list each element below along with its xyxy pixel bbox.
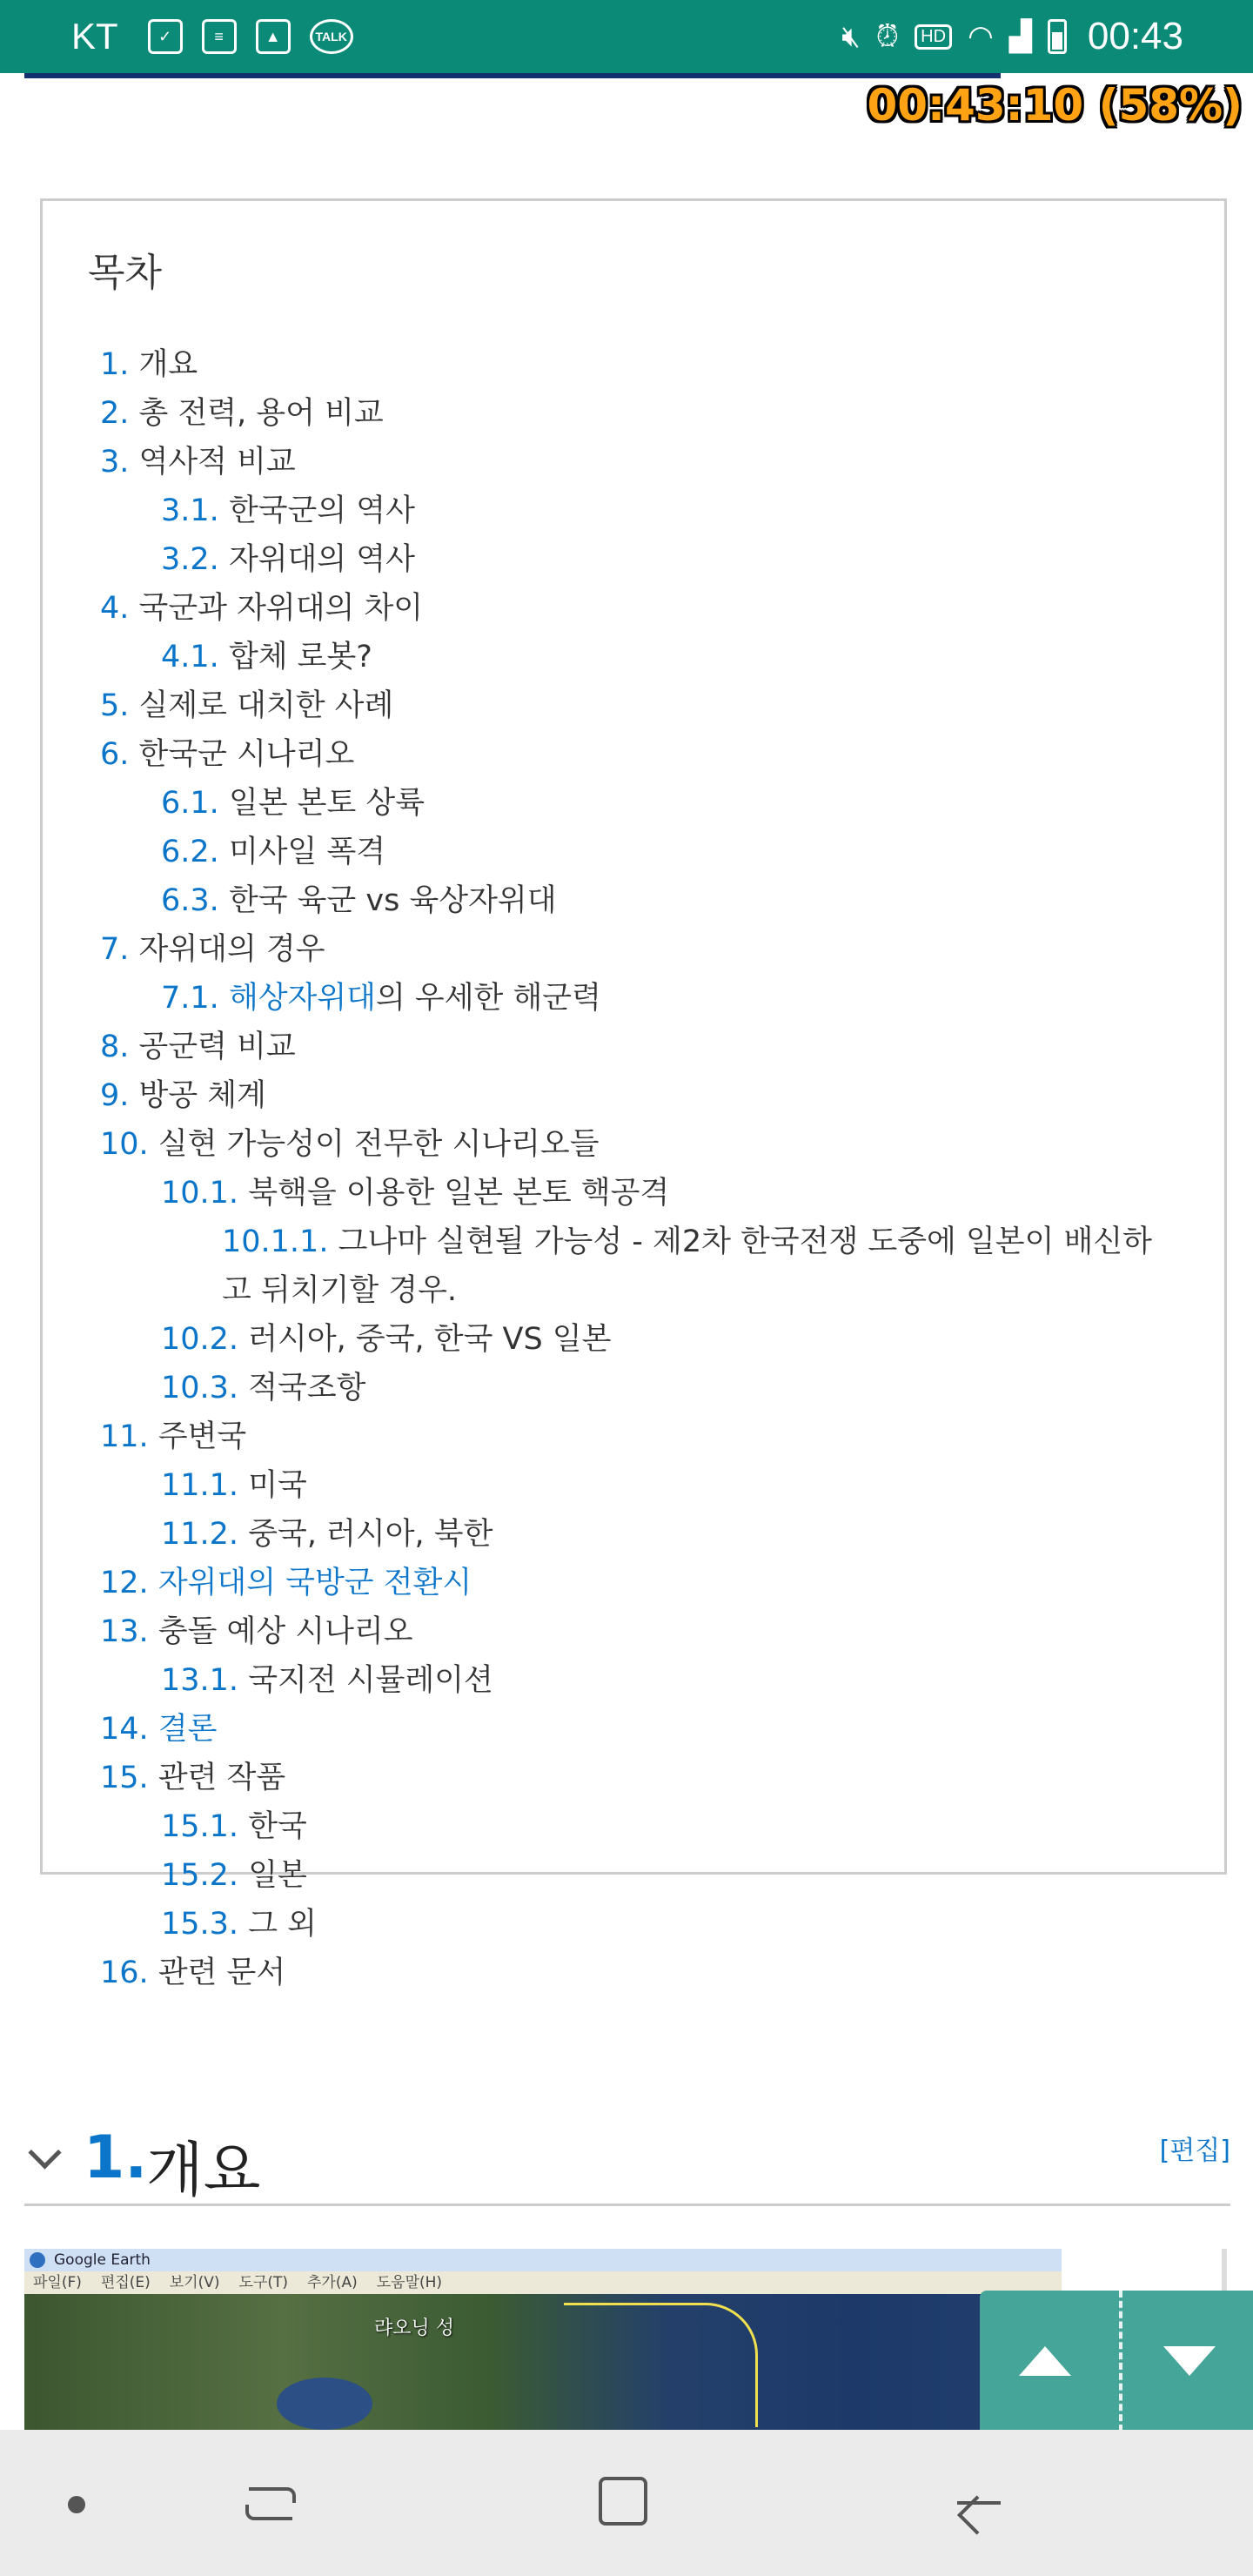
- toc-item-link[interactable]: 해상자위대: [228, 981, 376, 1016]
- toc-item[interactable]: [100, 1754, 285, 1802]
- toc-item-label: 합체 로봇?: [228, 640, 372, 674]
- toc-item-number[interactable]: 10.1.1.: [222, 1224, 329, 1259]
- image-menu-item: 보기(V): [169, 2274, 220, 2291]
- toc-item-label: 국군과 자위대의 차이: [138, 591, 424, 626]
- map-label: 랴오닝 성: [374, 2318, 455, 2339]
- home-icon[interactable]: [599, 2477, 647, 2526]
- map-water: [277, 2378, 372, 2430]
- toc-item-label: 한국: [248, 1809, 307, 1844]
- toc-item[interactable]: [100, 681, 393, 730]
- toc-item-number[interactable]: 3.: [100, 445, 130, 480]
- toc-item-label: 북핵을 이용한 일본 본토 핵공격: [248, 1176, 670, 1211]
- toc-item-number[interactable]: 11.: [100, 1419, 149, 1454]
- battery-icon: [1048, 19, 1067, 54]
- toc-item-number[interactable]: 6.3.: [161, 883, 219, 918]
- toc-item[interactable]: [161, 876, 557, 925]
- toc-item[interactable]: [161, 828, 385, 876]
- toc-item[interactable]: [100, 1705, 217, 1754]
- toc-item[interactable]: [161, 779, 425, 828]
- toc-item-label: 총 전력, 용어 비교: [138, 396, 384, 431]
- toc-item[interactable]: [100, 438, 296, 486]
- toc-item-label: 관련 문서: [157, 1955, 286, 1990]
- talk-icon: TALK: [310, 19, 353, 54]
- toc-item-label: 일본 본토 상륙: [228, 786, 425, 821]
- toc-item-number[interactable]: 5.: [100, 688, 130, 723]
- wifi-icon: ◠: [968, 20, 994, 53]
- toc-item[interactable]: [100, 925, 325, 974]
- status-bar: [0, 0, 1253, 73]
- toc-item-number[interactable]: 15.3.: [161, 1907, 239, 1942]
- toc-item-number[interactable]: 7.: [100, 932, 130, 967]
- table-of-contents: [40, 198, 1227, 1990]
- section-title: 개요: [146, 2137, 261, 2205]
- toc-item[interactable]: [161, 1315, 611, 1364]
- toc-item[interactable]: [161, 535, 415, 584]
- toc-item-label: 그 외: [248, 1907, 317, 1942]
- toc-item-number[interactable]: 10.1.: [161, 1176, 239, 1211]
- toc-item[interactable]: [161, 486, 415, 535]
- toc-item-number[interactable]: 6.: [100, 737, 130, 772]
- toc-item-label: 역사적 비교: [138, 445, 296, 480]
- image-menu-item: 추가(A): [307, 2274, 358, 2291]
- alarm-icon: ⏰︎: [875, 19, 900, 53]
- google-earth-image[interactable]: [24, 2249, 1062, 2432]
- arrow-down-icon: [1163, 2346, 1216, 2376]
- nav-dot-icon[interactable]: [68, 2496, 85, 2513]
- toc-item-number[interactable]: 15.2.: [161, 1858, 239, 1893]
- toc-item-number[interactable]: 7.1.: [161, 981, 219, 1016]
- toc-item-label: 자위대의 역사: [228, 542, 415, 577]
- toc-item[interactable]: [161, 1851, 307, 1900]
- toc-item-label: 미사일 폭격: [228, 835, 386, 869]
- carrier-label: KT: [71, 16, 118, 57]
- toc-item-label: 공군력 비교: [138, 1030, 296, 1064]
- toc-item-label: 러시아, 중국, 한국 VS 일본: [248, 1322, 612, 1357]
- scroll-down-button[interactable]: [1124, 2291, 1253, 2432]
- checklist-icon: ✓: [148, 19, 183, 54]
- toc-item-link[interactable]: 결론: [157, 1712, 218, 1747]
- toc-item-label: 관련 작품: [157, 1761, 286, 1795]
- scroll-buttons: [980, 2291, 1253, 2432]
- toc-item-label: 한국군 시나리오: [138, 737, 355, 772]
- recorder-overlay: 00:43:10 (58%): [867, 80, 1243, 131]
- image-menu-item: 편집(E): [100, 2274, 151, 2291]
- toc-item[interactable]: [222, 1218, 1162, 1315]
- back-icon[interactable]: [948, 2477, 1001, 2529]
- page-load-progress: [24, 73, 1001, 78]
- toc-item[interactable]: [161, 1510, 492, 1559]
- toc-item-label: 미국: [248, 1468, 307, 1503]
- toc-item-number[interactable]: 4.: [100, 591, 130, 626]
- toc-item-number[interactable]: 13.: [100, 1614, 149, 1649]
- toc-item[interactable]: [100, 730, 354, 779]
- image-app-title: Google Earth: [24, 2249, 1062, 2271]
- image-menu-item: 도움말(H): [376, 2274, 443, 2291]
- toc-item[interactable]: [100, 340, 198, 389]
- section-number: 1.: [84, 2123, 148, 2192]
- edit-link[interactable]: [편집]: [1159, 2136, 1230, 2166]
- toc-item-label: 한국 육군 vs 육상자위대: [228, 883, 557, 918]
- toc-item-number[interactable]: 9.: [100, 1078, 130, 1113]
- toc-item-label: 주변국: [157, 1419, 247, 1454]
- toc-item[interactable]: [100, 1949, 285, 1997]
- toc-item-number[interactable]: 15.: [100, 1761, 149, 1795]
- toc-item-number[interactable]: 6.1.: [161, 786, 219, 821]
- toc-item-label: 국지전 시뮬레이션: [248, 1663, 493, 1698]
- toc-item-number[interactable]: 15.1.: [161, 1809, 239, 1844]
- toc-item-number[interactable]: 3.2.: [161, 542, 219, 577]
- toc-item-number[interactable]: 16.: [100, 1955, 149, 1990]
- arrow-up-icon: [1019, 2346, 1071, 2376]
- toc-item-number[interactable]: 10.2.: [161, 1322, 239, 1357]
- divider: [1119, 2291, 1122, 2432]
- chevron-down-icon[interactable]: [30, 2143, 56, 2169]
- stack-icon: ≡: [202, 19, 237, 54]
- hd-icon: HD: [915, 24, 952, 50]
- toc-item-label: 개요: [138, 347, 198, 382]
- satellite-map: [24, 2294, 1062, 2432]
- toc-item-number[interactable]: 10.: [100, 1127, 149, 1162]
- gallery-icon: ▲: [256, 19, 291, 54]
- recent-apps-icon[interactable]: [245, 2475, 298, 2527]
- toc-item[interactable]: [100, 1071, 266, 1120]
- scroll-up-button[interactable]: [980, 2291, 1110, 2432]
- toc-item[interactable]: [161, 633, 372, 681]
- toc-item-label: 실제로 대치한 사례: [138, 688, 394, 723]
- toc-item-label: 자위대의 경우: [138, 932, 325, 967]
- image-menu-item: 파일(F): [33, 2274, 82, 2291]
- toc-item-number[interactable]: 14.: [100, 1712, 149, 1747]
- toc-item[interactable]: [100, 1120, 600, 1169]
- system-nav-bar: [0, 2430, 1253, 2576]
- toc-item-link[interactable]: 자위대의 국방군 전환시: [157, 1566, 472, 1600]
- toc-item[interactable]: [161, 1802, 307, 1851]
- map-border-line: [564, 2303, 758, 2427]
- clock: 00:43: [1087, 15, 1183, 57]
- toc-item-number[interactable]: 6.2.: [161, 835, 219, 869]
- toc-item-label: 충돌 예상 시나리오: [157, 1614, 413, 1649]
- image-menu-item: 도구(T): [238, 2274, 288, 2291]
- toc-item-number[interactable]: 12.: [100, 1566, 149, 1600]
- toc-item-number[interactable]: 4.1.: [161, 640, 219, 674]
- toc-item[interactable]: [100, 1023, 296, 1071]
- toc-item[interactable]: [100, 1559, 472, 1607]
- mute-icon: 🔇︎: [841, 19, 861, 53]
- toc-item-number[interactable]: 11.1.: [161, 1468, 239, 1503]
- toc-item[interactable]: [161, 1656, 493, 1705]
- toc-item-number[interactable]: 8.: [100, 1030, 130, 1064]
- toc-item[interactable]: [161, 1461, 307, 1510]
- toc-item-label: 방공 체계: [138, 1078, 266, 1113]
- toc-title: 목차: [88, 251, 163, 295]
- toc-item[interactable]: [100, 389, 384, 438]
- toc-item[interactable]: [100, 584, 423, 633]
- toc-item[interactable]: [161, 1169, 669, 1218]
- toc-item-label: 실현 가능성이 전무한 시나리오들: [157, 1127, 600, 1162]
- toc-item-label: 의 우세한 해군력: [376, 981, 601, 1016]
- toc-item[interactable]: [100, 1412, 246, 1461]
- section-header: [24, 2123, 1230, 2206]
- toc-item[interactable]: [161, 1364, 365, 1412]
- toc-item-number[interactable]: 2.: [100, 396, 130, 431]
- toc-item-label: 일본: [248, 1858, 307, 1893]
- toc-item-number[interactable]: 3.1.: [161, 493, 219, 528]
- toc-item[interactable]: [100, 1607, 413, 1656]
- toc-item-number[interactable]: 10.3.: [161, 1371, 239, 1405]
- toc-item[interactable]: [161, 974, 601, 1023]
- toc-item-number[interactable]: 1.: [100, 347, 130, 382]
- image-menu-bar: [24, 2271, 1062, 2294]
- signal-icon: ▟: [1008, 20, 1032, 53]
- toc-item-label: 중국, 러시아, 북한: [248, 1517, 493, 1552]
- toc-item-label: 한국군의 역사: [228, 493, 415, 528]
- toc-item-label: 그나마 실현될 가능성 - 제2차 한국전쟁 도중에 일본이 배신하고 뒤치기할 경우.: [222, 1224, 1152, 1308]
- toc-item[interactable]: [161, 1900, 317, 1949]
- toc-item-label: 적국조항: [248, 1371, 366, 1405]
- toc-item-number[interactable]: 13.1.: [161, 1663, 239, 1698]
- toc-item-number[interactable]: 11.2.: [161, 1517, 239, 1552]
